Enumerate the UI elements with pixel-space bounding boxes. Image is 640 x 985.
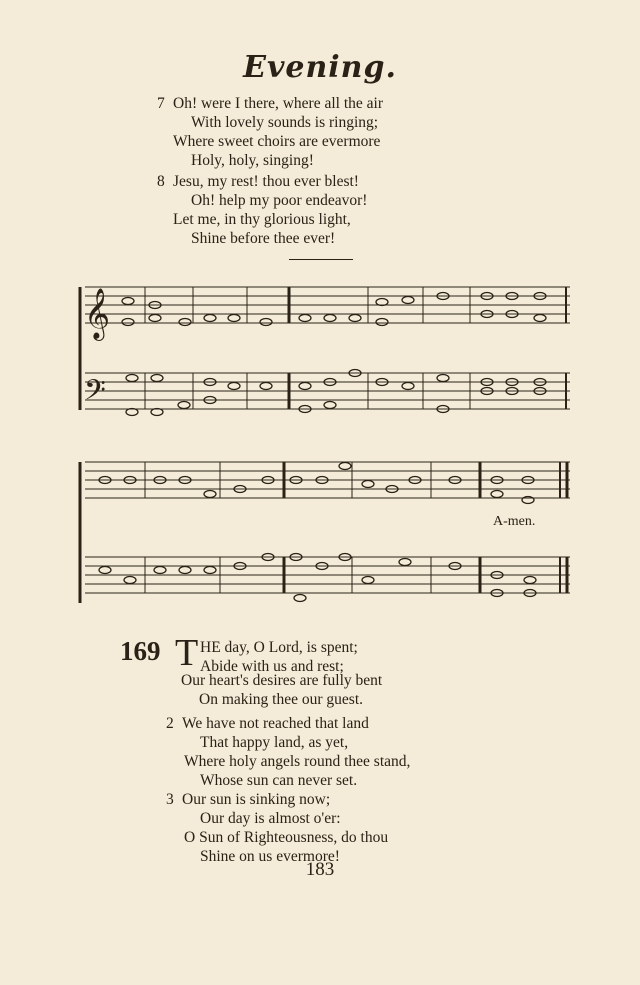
verse-line: Let me, in thy glorious light, (173, 211, 351, 228)
verse-line: Our heart's desires are fully bent (181, 672, 383, 689)
verse-number: 8 (157, 173, 165, 190)
svg-text:𝄞: 𝄞 (84, 288, 111, 339)
verse-line: With lovely sounds is ringing; (191, 114, 379, 131)
verse-line: We have not reached that land (182, 715, 369, 732)
verse-line: Where sweet choirs are evermore (173, 133, 381, 150)
verse-line: Jesu, my rest! thou ever blest! (173, 173, 359, 190)
verse-line: On making thee our guest. (199, 691, 364, 708)
page-title: Evening. (243, 50, 397, 85)
verse-number: 7 (157, 95, 165, 112)
verse-line: Holy, holy, singing! (191, 152, 314, 169)
verse-number: 2 (166, 715, 174, 732)
amen-lyric: A-men. (493, 514, 536, 529)
verse-line: O Sun of Righteousness, do thou (184, 829, 389, 846)
verse-line: Oh! were I there, where all the air (173, 95, 383, 112)
staff-lines (85, 287, 570, 593)
hymn-number: 169 (120, 636, 161, 666)
verse-line: Our sun is sinking now; (182, 791, 331, 808)
verse-line: Whose sun can never set. (200, 772, 358, 789)
hymn-verse-3 (166, 790, 388, 866)
verse-line: That happy land, as yet, (200, 734, 349, 751)
verse-line: Our day is almost o'er: (200, 810, 341, 827)
hymn-verse-1-cont (181, 671, 382, 709)
drop-cap: T (175, 632, 199, 674)
verse-line: Shine before thee ever! (191, 230, 336, 247)
verse-line: Abide with us and rest; (200, 658, 344, 675)
verse-line: Shine on us evermore! (200, 848, 340, 865)
verse-line: Oh! help my poor endeavor! (191, 192, 368, 209)
verse-line: Where holy angels round thee stand, (184, 753, 411, 770)
svg-text:𝄢: 𝄢 (84, 374, 106, 414)
verse-number: 3 (166, 791, 174, 808)
verse-line: HE day, O Lord, is spent; (200, 639, 358, 656)
page-number: 183 (305, 859, 335, 880)
hymn-verse-2 (166, 714, 410, 790)
